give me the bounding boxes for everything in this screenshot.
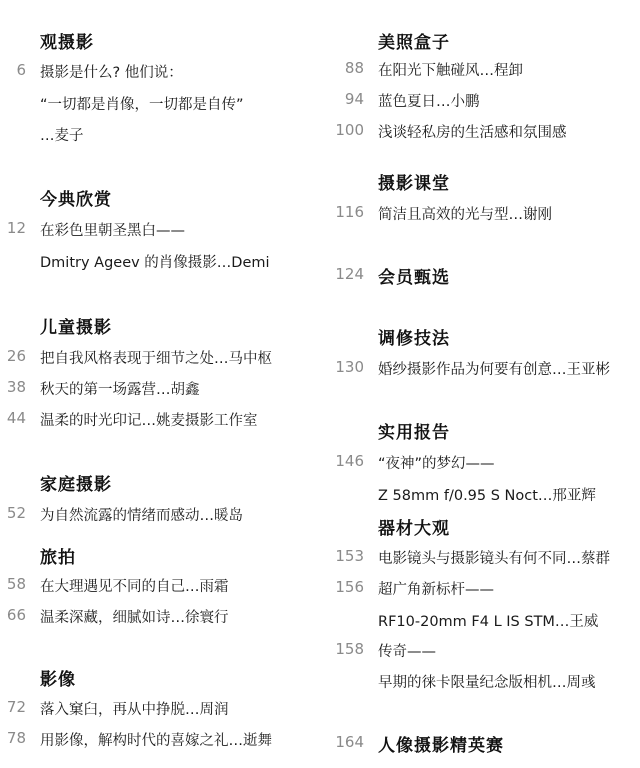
entry-line[interactable]: …麦子 xyxy=(40,128,84,144)
entry-line[interactable]: 用影像，解构时代的喜嫁之礼…逝舞 xyxy=(40,733,272,749)
entry-line[interactable]: “一切都是肖像，一切都是自传” xyxy=(40,97,244,113)
page-number: 130 xyxy=(335,358,364,376)
page-number: 38 xyxy=(6,378,26,396)
section-title-qicai-daguan: 器材大观 xyxy=(378,519,450,539)
entry-line[interactable]: 秋天的第一场露营…胡鑫 xyxy=(40,382,200,398)
entry-line[interactable]: 摄影是什么? 他们说： xyxy=(40,65,183,81)
entry-line[interactable]: “夜神”的梦幻—— xyxy=(378,456,495,472)
entry-line[interactable]: 蓝色夏日…小鹏 xyxy=(378,94,480,110)
page-number: 156 xyxy=(335,578,364,596)
entry-line[interactable]: 传奇—— xyxy=(378,644,436,660)
entry-line[interactable]: 为自然流露的情绪而感动…暖岛 xyxy=(40,508,243,524)
section-title-tiaoxiu-jifa: 调修技法 xyxy=(378,329,450,349)
section-title-meizhao-hezi: 美照盒子 xyxy=(378,33,450,53)
entry-line[interactable]: Z 58mm f/0.95 S Noct…邢亚辉 xyxy=(378,488,596,504)
page-number: 44 xyxy=(6,409,26,427)
section-title-jiating-sheying: 家庭摄影 xyxy=(40,475,112,495)
page-number: 100 xyxy=(335,121,364,139)
page-number: 12 xyxy=(6,219,26,237)
entry-line[interactable]: 在阳光下触碰风…程卸 xyxy=(378,63,523,79)
entry-line[interactable]: 在大理遇见不同的自己…雨霜 xyxy=(40,579,229,595)
section-title-ertong-sheying: 儿童摄影 xyxy=(40,318,112,338)
entry-line[interactable]: 在彩色里朝圣黑白—— xyxy=(40,223,185,239)
section-title-renxiang-jingyingsai[interactable]: 人像摄影精英赛 xyxy=(378,736,504,756)
page-number: 94 xyxy=(344,90,364,108)
entry-line[interactable]: Dmitry Ageev 的肖像摄影…Demi xyxy=(40,255,270,271)
section-title-lvpai: 旅拍 xyxy=(40,548,76,568)
page-number: 58 xyxy=(6,575,26,593)
entry-line[interactable]: 电影镜头与摄影镜头有何不同…蔡群 xyxy=(378,551,610,567)
section-title-sheying-ketang: 摄影课堂 xyxy=(378,174,450,194)
page-number: 88 xyxy=(344,59,364,77)
page-number: 153 xyxy=(335,547,364,565)
page-number: 146 xyxy=(335,452,364,470)
page-number: 116 xyxy=(335,203,364,221)
entry-line[interactable]: 落入窠臼，再从中挣脱…周润 xyxy=(40,702,229,718)
page-number: 164 xyxy=(335,733,364,751)
section-title-yingxiang: 影像 xyxy=(40,670,76,690)
entry-line[interactable]: 把自我风格表现于细节之处…马中枢 xyxy=(40,351,272,367)
section-title-jindian-xinshang: 今典欣赏 xyxy=(40,190,112,210)
page-number: 26 xyxy=(6,347,26,365)
entry-line[interactable]: 浅谈轻私房的生活感和氛围感 xyxy=(378,125,567,141)
entry-line[interactable]: 简洁且高效的光与型…谢刚 xyxy=(378,207,552,223)
entry-line[interactable]: 超广角新标杆—— xyxy=(378,582,494,598)
page-number: 158 xyxy=(335,640,364,658)
page-number: 124 xyxy=(335,265,364,283)
page-number: 72 xyxy=(6,698,26,716)
section-title-shiyong-baogao: 实用报告 xyxy=(378,423,450,443)
page-number: 6 xyxy=(16,61,26,79)
entry-line[interactable]: 婚纱摄影作品为何要有创意…王亚彬 xyxy=(378,362,610,378)
page-number: 52 xyxy=(6,504,26,522)
page-number: 66 xyxy=(6,606,26,624)
entry-line[interactable]: 温柔深藏，细腻如诗…徐寰行 xyxy=(40,610,229,626)
section-title-guan-sheying: 观摄影 xyxy=(40,33,94,53)
entry-line[interactable]: 早期的徕卡限量纪念版相机…周彧 xyxy=(378,675,596,691)
section-title-huiyuan-zhenxuan[interactable]: 会员甄选 xyxy=(378,268,450,288)
entry-line[interactable]: 温柔的时光印记…姚麦摄影工作室 xyxy=(40,413,258,429)
page-number: 78 xyxy=(6,729,26,747)
entry-line[interactable]: RF10-20mm F4 L IS STM…王威 xyxy=(378,614,599,630)
